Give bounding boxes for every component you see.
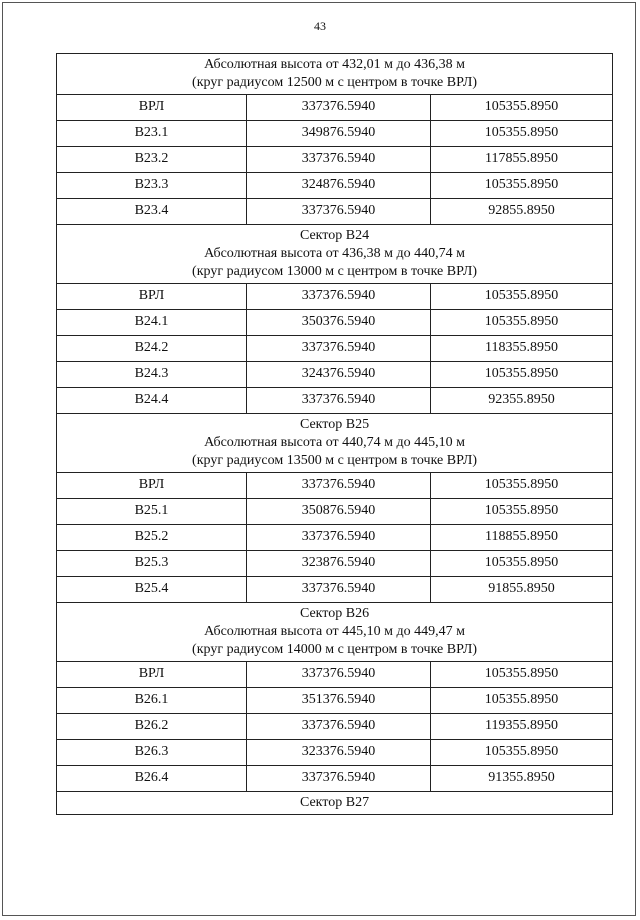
y-coordinate-cell: 105355.8950 [431,499,613,525]
y-coordinate-cell: 105355.8950 [431,740,613,766]
y-coordinate-cell: 105355.8950 [431,362,613,388]
y-coordinate-cell: 105355.8950 [431,173,613,199]
sector-header [57,54,613,95]
sector-header-row [57,414,613,473]
table-row [57,173,613,199]
x-coordinate-cell: 349876.5940 [247,121,431,147]
y-coordinate-cell: 105355.8950 [431,662,613,688]
y-coordinate-cell: 105355.8950 [431,688,613,714]
x-coordinate-cell: 337376.5940 [247,577,431,603]
y-coordinate-cell: 91855.8950 [431,577,613,603]
point-cell: В25.4 [57,577,247,603]
sector-circle: (круг радиусом 13000 м с центром в точке ВРЛ) [192,264,477,279]
x-coordinate-cell: 323376.5940 [247,740,431,766]
table-row [57,766,613,792]
y-coordinate-cell: 118355.8950 [431,336,613,362]
point-cell: В25.3 [57,551,247,577]
sector-header [57,792,613,815]
coordinates-table-body [57,54,613,815]
sector-header-row [57,54,613,95]
sector-header-row [57,603,613,662]
point-cell: В24.4 [57,388,247,414]
sector-title: Сектор В24 [299,228,370,243]
x-coordinate-cell: 323876.5940 [247,551,431,577]
point-cell: В26.4 [57,766,247,792]
sector-circle: (круг радиусом 13500 м с центром в точке ВРЛ) [192,453,477,468]
y-coordinate-cell: 118855.8950 [431,525,613,551]
point-cell: ВРЛ [57,284,247,310]
x-coordinate-cell: 337376.5940 [247,147,431,173]
point-cell: В26.3 [57,740,247,766]
table-row [57,525,613,551]
x-coordinate-cell: 350876.5940 [247,499,431,525]
sector-header-row [57,792,613,815]
point-cell: В24.1 [57,310,247,336]
sector-altitude: Абсолютная высота от 436,38 м до 440,74 м [204,246,465,261]
x-coordinate-cell: 337376.5940 [247,473,431,499]
point-cell: ВРЛ [57,662,247,688]
point-cell: В26.2 [57,714,247,740]
y-coordinate-cell: 105355.8950 [431,551,613,577]
x-coordinate-cell: 337376.5940 [247,714,431,740]
point-cell: В23.2 [57,147,247,173]
y-coordinate-cell: 117855.8950 [431,147,613,173]
point-cell: В24.2 [57,336,247,362]
point-cell: В26.1 [57,688,247,714]
sector-altitude: Абсолютная высота от 440,74 м до 445,10 м [204,435,465,450]
point-cell: В23.4 [57,199,247,225]
x-coordinate-cell: 337376.5940 [247,336,431,362]
sector-title: Сектор В25 [299,417,370,432]
point-cell: В24.3 [57,362,247,388]
point-cell: В23.3 [57,173,247,199]
table-row [57,688,613,714]
y-coordinate-cell: 92855.8950 [431,199,613,225]
table-row [57,199,613,225]
point-cell: ВРЛ [57,95,247,121]
sector-circle: (круг радиусом 12500 м с центром в точке ВРЛ) [192,75,477,90]
table-row [57,551,613,577]
table-row [57,336,613,362]
y-coordinate-cell: 105355.8950 [431,284,613,310]
x-coordinate-cell: 337376.5940 [247,95,431,121]
coordinates-table [56,53,613,815]
page-number: 43 [314,19,326,33]
table-row [57,95,613,121]
table-row [57,121,613,147]
table-row [57,499,613,525]
table-row [57,714,613,740]
x-coordinate-cell: 350376.5940 [247,310,431,336]
x-coordinate-cell: 337376.5940 [247,766,431,792]
x-coordinate-cell: 337376.5940 [247,525,431,551]
x-coordinate-cell: 324876.5940 [247,173,431,199]
y-coordinate-cell: 92355.8950 [431,388,613,414]
point-cell: В25.2 [57,525,247,551]
table-row [57,284,613,310]
x-coordinate-cell: 337376.5940 [247,662,431,688]
sector-header [57,225,613,284]
x-coordinate-cell: 337376.5940 [247,284,431,310]
y-coordinate-cell: 91355.8950 [431,766,613,792]
x-coordinate-cell: 337376.5940 [247,199,431,225]
sector-circle: (круг радиусом 14000 м с центром в точке ВРЛ) [192,642,477,657]
point-cell: В23.1 [57,121,247,147]
y-coordinate-cell: 119355.8950 [431,714,613,740]
point-cell: ВРЛ [57,473,247,499]
table-row [57,662,613,688]
sector-altitude: Абсолютная высота от 432,01 м до 436,38 м [204,57,465,72]
table-row [57,310,613,336]
sector-header [57,414,613,473]
sector-header-row [57,225,613,284]
table-row [57,577,613,603]
x-coordinate-cell: 324376.5940 [247,362,431,388]
y-coordinate-cell: 105355.8950 [431,473,613,499]
x-coordinate-cell: 351376.5940 [247,688,431,714]
table-row [57,388,613,414]
sector-header [57,603,613,662]
y-coordinate-cell: 105355.8950 [431,95,613,121]
table-row [57,147,613,173]
x-coordinate-cell: 337376.5940 [247,388,431,414]
sector-title: Сектор В26 [299,606,370,621]
y-coordinate-cell: 105355.8950 [431,310,613,336]
point-cell: В25.1 [57,499,247,525]
y-coordinate-cell: 105355.8950 [431,121,613,147]
sector-altitude: Абсолютная высота от 445,10 м до 449,47 м [204,624,465,639]
table-row [57,740,613,766]
sector-title: Сектор В27 [299,795,370,810]
table-row [57,362,613,388]
table-row [57,473,613,499]
